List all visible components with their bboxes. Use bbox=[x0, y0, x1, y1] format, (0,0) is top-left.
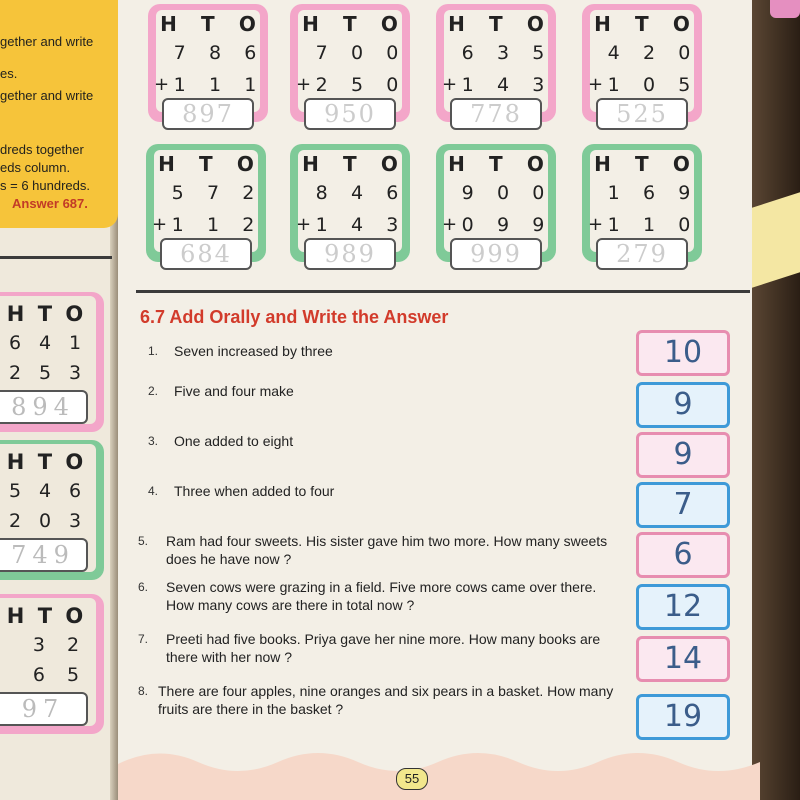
answer-box: 6 bbox=[636, 532, 730, 578]
digit: 1 bbox=[315, 214, 328, 236]
tens-label: T bbox=[489, 152, 503, 176]
addition-card bbox=[582, 144, 702, 268]
digit: 5 bbox=[66, 664, 80, 686]
tens-label: T bbox=[37, 302, 53, 326]
digit: 5 bbox=[350, 74, 364, 96]
digit: 2 bbox=[8, 362, 22, 384]
first-addend bbox=[582, 182, 702, 204]
ones-label: O bbox=[672, 152, 690, 176]
question-text: Three when added to four bbox=[174, 483, 335, 499]
explanation-line: eds column. bbox=[0, 160, 71, 175]
place-value-header bbox=[582, 152, 702, 176]
second-addend bbox=[148, 74, 268, 96]
digit: 1 bbox=[607, 214, 620, 236]
digit: 0 bbox=[38, 510, 52, 532]
handwritten-answer: 950 bbox=[304, 98, 396, 130]
first-addend bbox=[436, 182, 556, 204]
ones-label: O bbox=[238, 12, 256, 36]
digit: 3 bbox=[68, 510, 82, 532]
page-number: 55 bbox=[396, 768, 428, 790]
place-value-header bbox=[0, 302, 90, 326]
digit: 0 bbox=[386, 74, 399, 96]
digit: 2 bbox=[66, 634, 80, 656]
digit: 4 bbox=[38, 480, 52, 502]
ones-label: O bbox=[380, 12, 398, 36]
digit: 6 bbox=[8, 332, 22, 354]
answer-box: 9 bbox=[636, 382, 730, 428]
addition-card bbox=[148, 4, 268, 128]
first-addend bbox=[582, 42, 702, 64]
digit: 6 bbox=[461, 42, 474, 64]
question-number: 7. bbox=[138, 632, 149, 646]
hundreds-label: H bbox=[6, 604, 25, 628]
addition-card bbox=[290, 144, 410, 268]
first-addend bbox=[436, 42, 556, 64]
addition-card bbox=[436, 4, 556, 128]
place-value-header bbox=[0, 604, 90, 628]
explanation-line: gether and write bbox=[0, 88, 94, 103]
question-text: Seven cows were grazing in a field. Five more cows came over there. How many cows are there in total now ? bbox=[166, 579, 597, 613]
digit: 6 bbox=[642, 182, 656, 204]
question-text: One added to eight bbox=[174, 433, 294, 449]
place-value-header bbox=[290, 152, 410, 176]
digit: 0 bbox=[496, 182, 510, 204]
hundreds-label: H bbox=[6, 302, 25, 326]
second-addend bbox=[290, 74, 410, 96]
digit: 1 bbox=[208, 74, 222, 96]
second-addend bbox=[0, 664, 90, 686]
answer-box: 19 bbox=[636, 694, 730, 740]
first-addend bbox=[290, 182, 410, 204]
second-addend bbox=[436, 74, 556, 96]
second-addend bbox=[582, 74, 702, 96]
first-addend bbox=[0, 634, 90, 656]
hundreds-label: H bbox=[6, 450, 25, 474]
ones-label: O bbox=[380, 152, 398, 176]
plus-sign: + bbox=[442, 214, 458, 235]
question-number: 4. bbox=[148, 484, 159, 498]
plus-sign: + bbox=[296, 74, 312, 95]
second-addend bbox=[0, 362, 90, 384]
digit: 0 bbox=[678, 42, 691, 64]
question-number: 3. bbox=[148, 434, 159, 448]
first-addend bbox=[148, 42, 268, 64]
place-value-header bbox=[290, 12, 410, 36]
digit: 2 bbox=[8, 510, 22, 532]
wave-decoration bbox=[118, 744, 760, 800]
digit: 1 bbox=[642, 214, 656, 236]
handwritten-answer: 97 bbox=[0, 692, 88, 726]
plus-sign: + bbox=[296, 214, 312, 235]
digit: 5 bbox=[678, 74, 691, 96]
digit: 9 bbox=[461, 182, 474, 204]
hundreds-label: H bbox=[302, 152, 319, 176]
ones-label: O bbox=[526, 12, 544, 36]
handwritten-answer: 897 bbox=[162, 98, 254, 130]
digit: 2 bbox=[315, 74, 328, 96]
digit: 7 bbox=[206, 182, 220, 204]
handwritten-answer: 894 bbox=[0, 390, 88, 424]
question-number: 2. bbox=[148, 384, 159, 398]
pink-object bbox=[770, 0, 800, 18]
second-addend bbox=[290, 214, 410, 236]
digit: 0 bbox=[461, 214, 474, 236]
digit: 5 bbox=[8, 480, 22, 502]
section-heading: 6.7 Add Orally and Write the Answer bbox=[140, 307, 449, 327]
handwritten-answer: 279 bbox=[596, 238, 688, 270]
explanation-line: es. bbox=[0, 66, 18, 81]
place-value-header bbox=[148, 12, 268, 36]
plus-sign: + bbox=[588, 214, 604, 235]
digit: 1 bbox=[607, 74, 620, 96]
addition-card bbox=[0, 440, 104, 580]
digit: 3 bbox=[386, 214, 399, 236]
digit: 6 bbox=[68, 480, 82, 502]
place-value-header bbox=[436, 12, 556, 36]
addition-card bbox=[146, 144, 266, 268]
digit: 1 bbox=[607, 182, 620, 204]
tens-label: T bbox=[37, 450, 53, 474]
answer-box: 10 bbox=[636, 330, 730, 376]
answer-box: 9 bbox=[636, 432, 730, 478]
question-number: 1. bbox=[148, 344, 159, 358]
plus-sign: + bbox=[154, 74, 170, 95]
addition-card bbox=[290, 4, 410, 128]
tens-label: T bbox=[635, 152, 649, 176]
explanation-answer: Answer 687. bbox=[12, 196, 88, 211]
digit: 9 bbox=[496, 214, 510, 236]
digit: 2 bbox=[242, 214, 255, 236]
plus-sign: + bbox=[588, 74, 604, 95]
digit: 6 bbox=[386, 182, 399, 204]
second-addend bbox=[582, 214, 702, 236]
digit: 3 bbox=[68, 362, 82, 384]
digit: 8 bbox=[208, 42, 222, 64]
ones-label: O bbox=[672, 12, 690, 36]
digit: 1 bbox=[461, 74, 474, 96]
digit: 0 bbox=[350, 42, 364, 64]
tens-label: T bbox=[343, 12, 357, 36]
first-addend bbox=[146, 182, 266, 204]
addition-card bbox=[0, 594, 104, 734]
digit: 4 bbox=[350, 182, 364, 204]
handwritten-answer: 999 bbox=[450, 238, 542, 270]
digit: 0 bbox=[532, 182, 545, 204]
digit: 0 bbox=[642, 74, 656, 96]
answer-box: 14 bbox=[636, 636, 730, 682]
digit: 1 bbox=[68, 332, 82, 354]
tens-label: T bbox=[635, 12, 649, 36]
question-text: Five and four make bbox=[174, 383, 294, 399]
digit: 6 bbox=[244, 42, 257, 64]
digit: 4 bbox=[607, 42, 620, 64]
second-addend bbox=[436, 214, 556, 236]
ones-label: O bbox=[236, 152, 254, 176]
hundreds-label: H bbox=[594, 12, 611, 36]
plus-sign: + bbox=[442, 74, 458, 95]
digit: 3 bbox=[496, 42, 510, 64]
question-text: Preeti had five books. Priya gave her nine more. How many books are there with her now ? bbox=[166, 631, 601, 665]
digit: 0 bbox=[678, 214, 691, 236]
handwritten-answer: 749 bbox=[0, 538, 88, 572]
addition-card bbox=[582, 4, 702, 128]
ones-label: O bbox=[65, 604, 84, 628]
place-value-header bbox=[0, 450, 90, 474]
digit: 4 bbox=[496, 74, 510, 96]
digit: 5 bbox=[38, 362, 52, 384]
digit: 4 bbox=[38, 332, 52, 354]
explanation-line: s = 6 hundreds. bbox=[0, 178, 90, 193]
question-number: 5. bbox=[138, 534, 149, 548]
addition-card bbox=[0, 292, 104, 432]
hundreds-label: H bbox=[160, 12, 177, 36]
place-value-header bbox=[146, 152, 266, 176]
digit: 1 bbox=[244, 74, 257, 96]
divider bbox=[136, 290, 750, 293]
digit: 9 bbox=[532, 214, 545, 236]
book-edge-shadow bbox=[752, 0, 800, 800]
digit: 5 bbox=[532, 42, 545, 64]
digit: 1 bbox=[206, 214, 220, 236]
tens-label: T bbox=[199, 152, 213, 176]
hundreds-label: H bbox=[302, 12, 319, 36]
hundreds-label: H bbox=[448, 152, 465, 176]
divider bbox=[0, 256, 112, 259]
digit: 1 bbox=[173, 74, 186, 96]
explanation-line: gether and write bbox=[0, 34, 94, 49]
digit: 2 bbox=[242, 182, 255, 204]
tens-label: T bbox=[489, 12, 503, 36]
question-text: Seven increased by three bbox=[174, 343, 333, 359]
hundreds-label: H bbox=[158, 152, 175, 176]
ones-label: O bbox=[65, 450, 84, 474]
question-number: 6. bbox=[138, 580, 149, 594]
digit: 9 bbox=[678, 182, 691, 204]
digit: 3 bbox=[32, 634, 45, 656]
digit: 1 bbox=[171, 214, 184, 236]
digit: 5 bbox=[171, 182, 184, 204]
answer-box: 12 bbox=[636, 584, 730, 630]
digit: 7 bbox=[315, 42, 328, 64]
handwritten-answer: 989 bbox=[304, 238, 396, 270]
question-number: 8. bbox=[138, 684, 149, 698]
second-addend bbox=[146, 214, 266, 236]
digit: 0 bbox=[386, 42, 399, 64]
digit: 8 bbox=[315, 182, 328, 204]
hundreds-label: H bbox=[594, 152, 611, 176]
tens-label: T bbox=[343, 152, 357, 176]
digit: 4 bbox=[350, 214, 364, 236]
digit: 6 bbox=[32, 664, 45, 686]
tens-label: T bbox=[37, 604, 53, 628]
place-value-header bbox=[582, 12, 702, 36]
first-addend bbox=[290, 42, 410, 64]
digit: 2 bbox=[642, 42, 656, 64]
ones-label: O bbox=[65, 302, 84, 326]
question-text: There are four apples, nine oranges and six pears in a basket. How many fruits are there in the basket ? bbox=[158, 683, 614, 717]
answer-box: 7 bbox=[636, 482, 730, 528]
digit: 3 bbox=[532, 74, 545, 96]
ones-label: O bbox=[526, 152, 544, 176]
addition-card bbox=[436, 144, 556, 268]
hundreds-label: H bbox=[448, 12, 465, 36]
plus-sign: + bbox=[152, 214, 168, 235]
handwritten-answer: 525 bbox=[596, 98, 688, 130]
yellow-paper-scrap bbox=[752, 192, 800, 288]
place-value-header bbox=[436, 152, 556, 176]
second-addend bbox=[0, 510, 90, 532]
explanation-box bbox=[0, 0, 118, 228]
tens-label: T bbox=[201, 12, 215, 36]
handwritten-answer: 684 bbox=[160, 238, 252, 270]
handwritten-answer: 778 bbox=[450, 98, 542, 130]
digit: 7 bbox=[173, 42, 186, 64]
first-addend bbox=[0, 480, 90, 502]
question-text: Ram had four sweets. His sister gave him two more. How many sweets does he have now ? bbox=[166, 533, 608, 567]
first-addend bbox=[0, 332, 90, 354]
explanation-line: dreds together bbox=[0, 142, 84, 157]
